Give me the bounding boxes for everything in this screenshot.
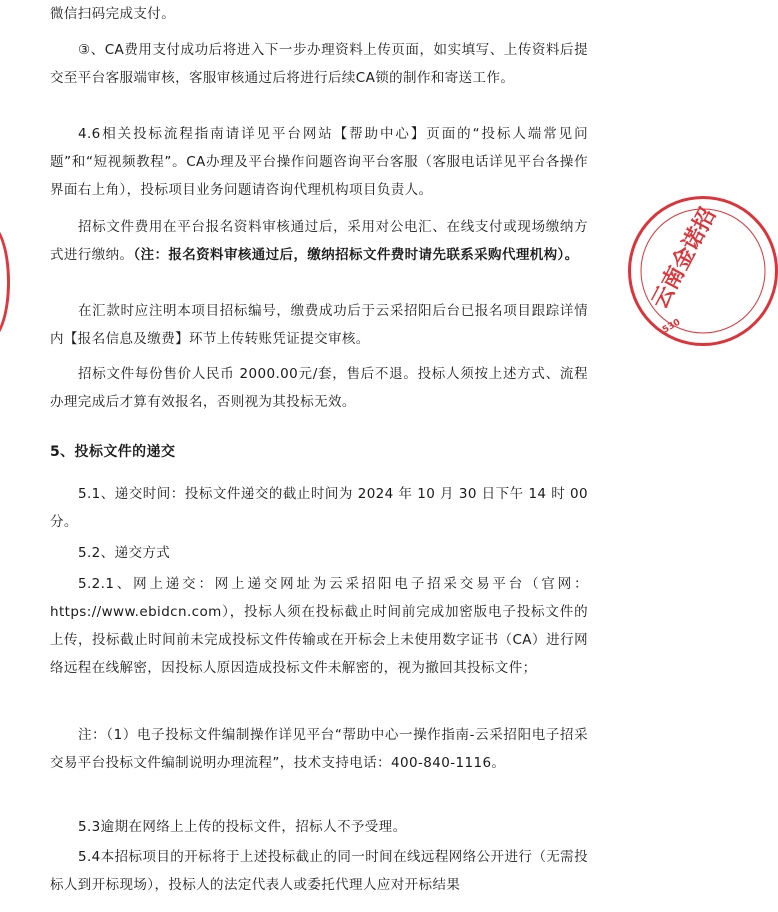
para-bid-opening: 5.4本招标项目的开标将于上述投标截止的同一时间在线远程网络公开进行（无需投标人到开标现场），投标人的法定代表人或委托代理人应对开标结果: [50, 849, 588, 893]
seal-stamp-left: [0, 222, 10, 342]
para-fee-payment: [50, 213, 588, 269]
para-late-submission: 5.3逾期在网络上上传的投标文件，招标人不予受理。: [78, 819, 407, 835]
para-tech-support: 注：（1）电子投标文件编制操作详见平台“帮助中心一操作指南-云采招阳电子招采交易平台投标文件编制说明办理流程”，技术支持电话：400-840-1116。: [50, 727, 588, 771]
seal-text: 云南金诺招: [647, 204, 722, 314]
para-price: 招标文件每份售价人民币 2000.00元/套，售后不退。投标人须按上述方式、流程办理完成后才算有效报名，否则视为其投标无效。: [50, 366, 588, 410]
para-deadline: 5.1、递交时间：投标文件递交的截止时间为 2024 年 10 月 30 日下午 14 时 00 分。: [50, 486, 588, 530]
fee-payment-note: （注：报名资料审核通过后，缴纳招标文件费时请先联系采购代理机构）。: [133, 247, 579, 263]
para-online-submission: 5.2.1、网上递交：网上递交网址为云采招阳电子招采交易平台（官网：https://www.ebidcn.com），投标人须在投标截止时间前完成加密版电子投标文件的上传，投标截止时间前未完成投标文件传输或在开标会上未使用数字证书（CA）进行网络远程在线解密，因投标人原因造成投标文件未解密的，视为撤回其投标文件；: [50, 576, 588, 676]
section-heading-submission: 5、投标文件的递交: [50, 444, 176, 460]
seal-code: 530: [661, 317, 683, 336]
para-help-center: 4.6相关投标流程指南请详见平台网站【帮助中心】页面的“投标人端常见问题”和“短视频教程”。CA办理及平台操作问题咨询平台客服（客服电话详见平台各操作界面右上角），投标项目业务问题请咨询代理机构项目负责人。: [50, 126, 588, 198]
seal-stamp-right: [628, 196, 778, 346]
para-submission-method: 5.2、递交方式: [78, 545, 171, 561]
fee-payment-text: 招标文件费用在平台报名资料审核通过后，采用对公电汇、在线支付或现场缴纳方式进行缴纳。: [50, 219, 588, 263]
para-remittance: 在汇款时应注明本项目招标编号，缴费成功后于云采招阳后台已报名项目跟踪详情内【报名信息及缴费】环节上传转账凭证提交审核。: [50, 303, 588, 347]
para-ca-upload: ③、CA费用支付成功后将进入下一步办理资料上传页面，如实填写、上传资料后提交至平台客服端审核，客服审核通过后将进行后续CA锁的制作和寄送工作。: [50, 42, 588, 86]
para-payment-note: 微信扫码完成支付。: [50, 6, 176, 22]
